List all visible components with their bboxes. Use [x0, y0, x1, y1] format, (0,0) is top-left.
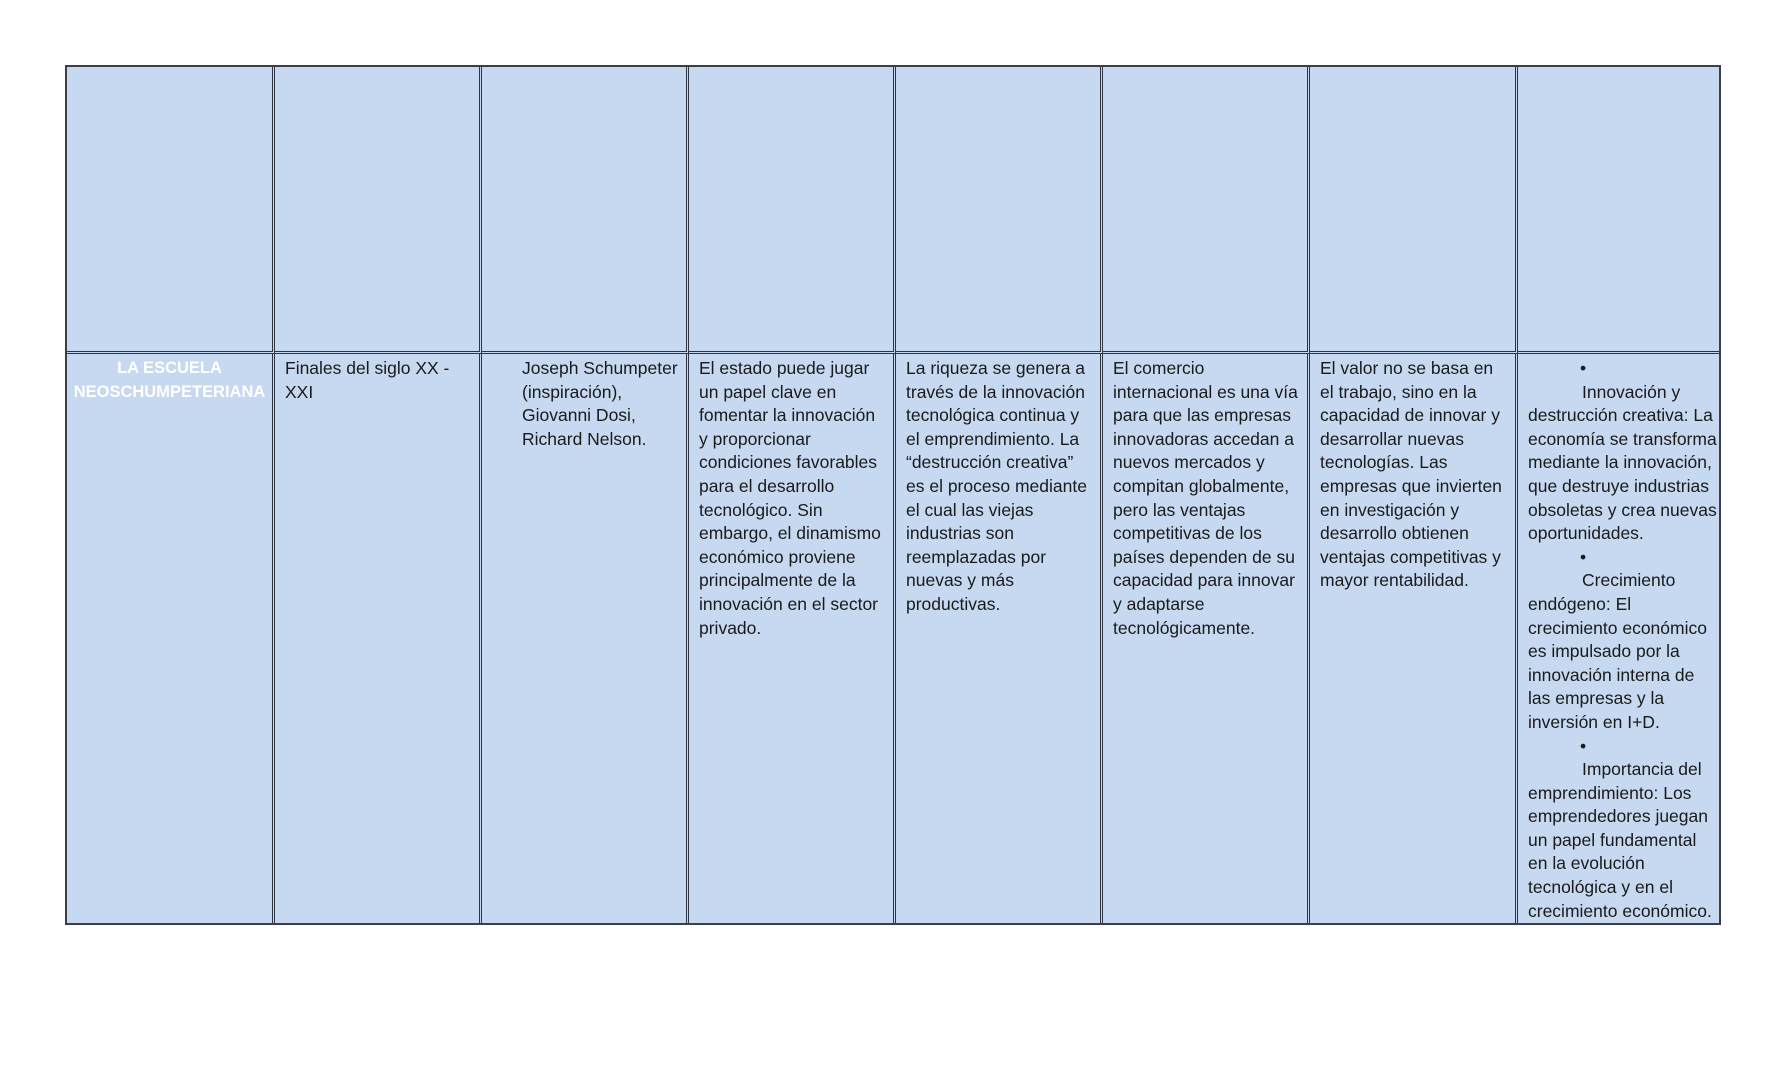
- bullet-icon: •: [1580, 358, 1587, 378]
- header-cell-6: [1103, 67, 1310, 354]
- bullet-icon: •: [1580, 546, 1587, 567]
- key-idea-item: [1528, 735, 1717, 924]
- header-cell-7: [1310, 67, 1518, 354]
- bullet-icon: •: [1580, 735, 1587, 756]
- period-text: Finales del siglo XX - XXI: [285, 358, 450, 402]
- key-ideas-cell: [1518, 354, 1719, 923]
- period-cell: [275, 354, 482, 923]
- school-cell: [67, 354, 275, 923]
- school-name: LA ESCUELA NEOSCHUMPETERIANA: [73, 359, 266, 401]
- value-cell: [1310, 354, 1518, 923]
- key-idea-item: [1528, 357, 1717, 546]
- key-idea-item: [1528, 546, 1717, 735]
- header-cell-5: [896, 67, 1103, 354]
- trade-text: El comercio internacional es una vía para que las empresas innovadoras accedan a nuevos mercados y compitan globalmente, pero las ventajas competitivas de los países dependen de su capacidad para innovar y adaptarse tecnológicamente.: [1113, 358, 1298, 638]
- authors-text: Joseph Schumpeter (inspiración), Giovanni Dosi, Richard Nelson.: [522, 358, 678, 449]
- trade-cell: [1103, 354, 1310, 923]
- value-text: El valor no se basa en el trabajo, sino en la capacidad de innovar y desarrollar nuevas tecnologías. Las empresas que invierten en investigación y desarrollo obtienen ventajas competitivas y mayor rentabilidad.: [1320, 358, 1502, 591]
- wealth-text: La riqueza se genera a través de la innovación tecnológica continua y el emprendimiento. La “destrucción creativa” es el proceso mediante el cual las viejas industrias son reemplazadas por nuevas y más productivas.: [906, 358, 1087, 614]
- header-row: [67, 67, 1719, 354]
- header-cell-8: [1518, 67, 1719, 354]
- header-cell-4: [689, 67, 896, 354]
- state-role-text: El estado puede jugar un papel clave en fomentar la innovación y proporcionar condiciones favorables para el desarrollo tecnológico. Sin embargo, el dinamismo económico proviene principalmente de la innovación en el sector privado.: [699, 358, 881, 638]
- table-row: [67, 354, 1719, 923]
- header-cell-1: [67, 67, 275, 354]
- header-cell-3: [482, 67, 689, 354]
- wealth-cell: [896, 354, 1103, 923]
- key-ideas-list: [1518, 354, 1719, 923]
- economic-schools-table: [65, 65, 1721, 925]
- key-idea-text: Importancia del emprendimiento: Los emprendedores juegan un papel fundamental en la evolución tecnológica y en el crecimiento económico.: [1528, 759, 1712, 921]
- header-cell-2: [275, 67, 482, 354]
- key-idea-text: Innovación y destrucción creativa: La economía se transforma mediante la innovación, que destruye industrias obsoletas y crea nuevas oportunidades.: [1528, 381, 1717, 544]
- key-idea-text: Crecimiento endógeno: El crecimiento económico es impulsado por la innovación interna de las empresas y la inversión en I+D.: [1528, 570, 1707, 732]
- authors-cell: [482, 354, 689, 923]
- state-role-cell: [689, 354, 896, 923]
